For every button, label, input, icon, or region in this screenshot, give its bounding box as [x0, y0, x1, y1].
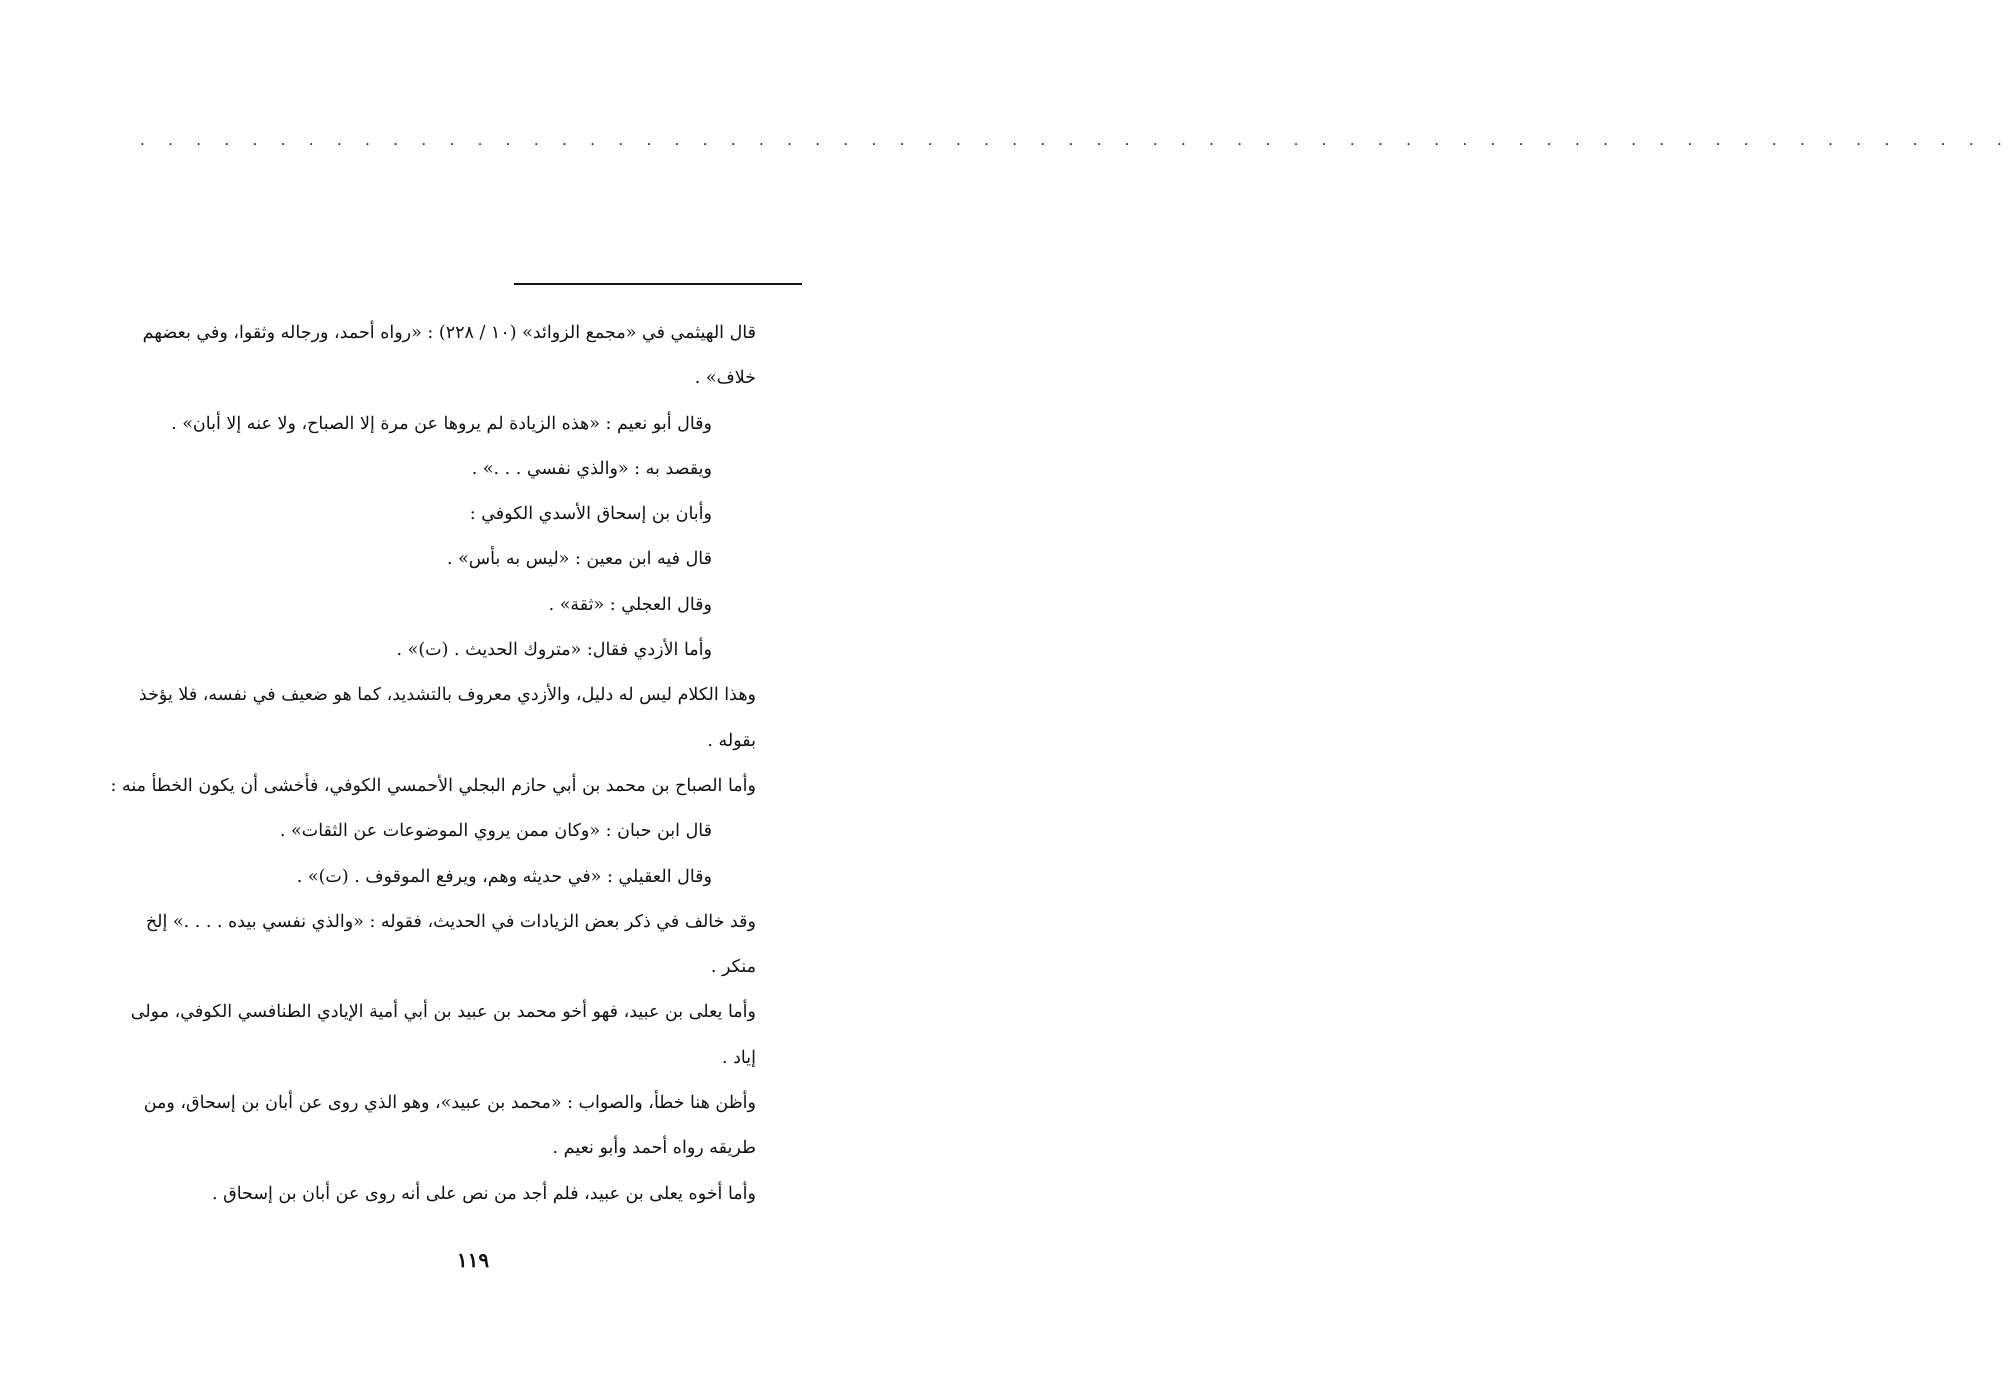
paragraph: وقال العقيلي : «في حديثه وهم، ويرفع الموقوف . (ت)» . [296, 866, 712, 887]
paragraph: وأما يعلى بن عبيد، فهو أخو محمد بن عبيد بن أبي أمية الإيادي الطنافسي الكوفي، مولى إياد . [130, 1002, 756, 1068]
separator-dots: . . . . . . . . . . . . . . . . . . . . . . . . . . . . . . . . . . . . . . . . . . . . . . . . . . . . . . . . . . . . . . . . . . . [140, 131, 2011, 149]
page-number: ١١٩ [456, 1248, 490, 1272]
paragraph: وهذا الكلام ليس له دليل، والأزدي معروف بالتشديد، كما هو ضعيف في نفسه، فلا يؤخذ بقوله . [138, 685, 756, 751]
paragraph: وأما الأزدي فقال: «متروك الحديث . (ت)» . [396, 640, 712, 661]
paragraph: وقال العجلي : «ثقة» . [548, 594, 712, 615]
paragraph: وأظن هنا خطأ، والصواب : «محمد بن عبيد»، وهو الذي روى عن أبان بن إسحاق، ومن طريقه رواه أحمد وأبو نعيم . [143, 1093, 756, 1159]
footnote-rule [514, 283, 802, 285]
paragraph: قال ابن حبان : «وكان ممن يروي الموضوعات عن الثقات» . [279, 821, 712, 842]
paragraph: وأما أخوه يعلى بن عبيد، فلم أجد من نص على أنه روى عن أبان بن إسحاق . [211, 1183, 756, 1204]
paragraph: وقد خالف في ذكر بعض الزيادات في الحديث، فقوله : «والذي نفسي بيده . . . .» إلخ منكر . [145, 911, 756, 978]
paragraph: قال فيه ابن معين : «ليس به بأس» . [446, 549, 712, 570]
paragraph: وأبان بن إسحاق الأسدي الكوفي : [469, 504, 712, 525]
paragraph: ويقصد به : «والذي نفسي . . .» . [471, 458, 712, 479]
paragraph: قال الهيثمي في «مجمع الزوائد» (١٠ / ٢٢٨) : «رواه أحمد، ورجاله وثقوا، وفي بعضهم خلاف» . [142, 323, 756, 389]
paragraph: وقال أبو نعيم : «هذه الزيادة لم يروها عن مرة إلا الصباح، ولا عنه إلا أبان» . [171, 413, 712, 434]
footnote-text [108, 311, 756, 1217]
paragraph: وأما الصباح بن محمد بن أبي حازم البجلي الأحمسي الكوفي، فأخشى أن يكون الخطأ منه : [110, 775, 756, 796]
